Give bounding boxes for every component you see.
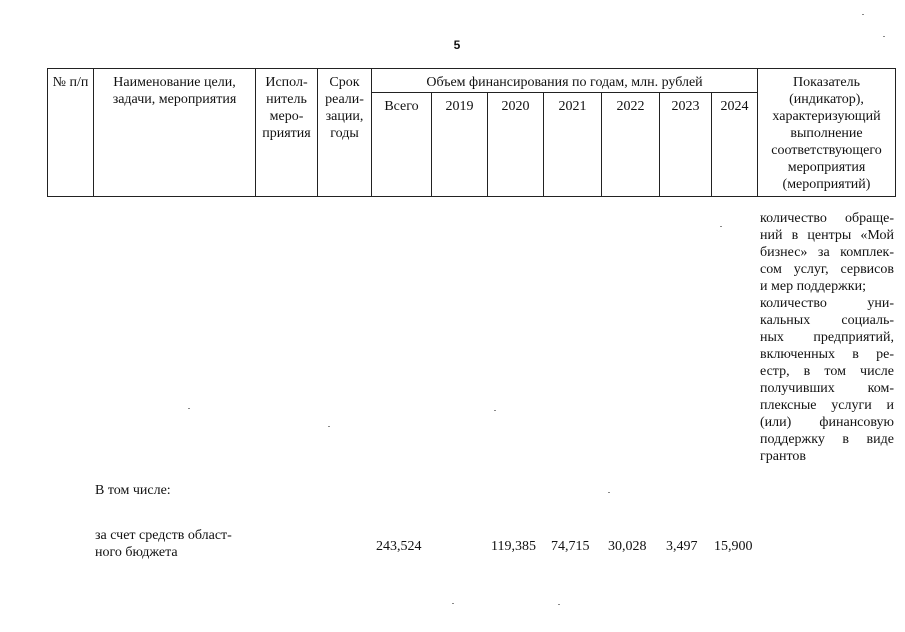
- regional-budget-2024: 15,900: [714, 539, 753, 554]
- indicator-description: [760, 210, 894, 465]
- header-funding-group: Объем финансирования по годам, млн. рублей: [372, 69, 758, 93]
- header-total: Всего: [372, 93, 432, 197]
- indicator-line: количество уни-: [760, 296, 894, 311]
- regional-budget-2020: 119,385: [491, 539, 536, 554]
- header-year-2021: 2021: [544, 93, 602, 197]
- header-year-2019: 2019: [432, 93, 488, 197]
- indicator-line: ний в центры «Мой: [760, 228, 894, 243]
- scan-speck: [452, 603, 454, 604]
- regional-budget-label-line: ного бюджета: [95, 545, 178, 560]
- indicator-line: сом услуг, сервисов: [760, 262, 894, 277]
- indicator-line: грантов: [760, 449, 806, 464]
- scan-speck: [608, 492, 610, 493]
- indicator-line: получивших ком-: [760, 381, 894, 396]
- regional-budget-label-line: за счет средств област-: [95, 528, 232, 543]
- scan-speck: [188, 408, 190, 409]
- including-label: В том числе:: [95, 483, 171, 498]
- indicator-line: (или) финансовую: [760, 415, 894, 430]
- header-number: № п/п: [48, 69, 94, 197]
- header-year-2024: 2024: [712, 93, 758, 197]
- regional-budget-total: 243,524: [376, 539, 422, 554]
- indicator-line: естр, в том числе: [760, 364, 894, 379]
- indicator-line: и мер поддержки;: [760, 279, 866, 294]
- header-year-2020: 2020: [488, 93, 544, 197]
- scan-speck: [862, 14, 864, 15]
- indicator-line: ных предприятий,: [760, 330, 894, 345]
- indicator-line: поддержку в виде: [760, 432, 894, 447]
- header-executor: Испол- нитель меро- приятия: [256, 69, 318, 197]
- regional-budget-2021: 74,715: [551, 539, 590, 554]
- scan-speck: [328, 426, 330, 427]
- scan-speck: [883, 36, 885, 37]
- scan-speck: [558, 604, 560, 605]
- indicator-line: включенных в ре-: [760, 347, 894, 362]
- funding-table-header: [47, 68, 896, 197]
- scan-speck: [494, 410, 496, 411]
- page-number: 5: [453, 38, 461, 52]
- indicator-line: количество обраще-: [760, 211, 894, 226]
- indicator-line: плексные услуги и: [760, 398, 894, 413]
- header-period: Срок реали- зации, годы: [318, 69, 372, 197]
- scan-speck: [720, 226, 722, 227]
- regional-budget-2023: 3,497: [666, 539, 698, 554]
- header-indicator: Показатель (индикатор), характеризующий выполнение соответствующего мероприятия (мероприятий): [758, 69, 896, 197]
- header-year-2023: 2023: [660, 93, 712, 197]
- header-name: Наименование цели, задачи, мероприятия: [94, 69, 256, 197]
- indicator-line: кальных социаль-: [760, 313, 894, 328]
- regional-budget-2022: 30,028: [608, 539, 647, 554]
- regional-budget-label: [95, 527, 275, 561]
- header-year-2022: 2022: [602, 93, 660, 197]
- indicator-line: бизнес» за комплек-: [760, 245, 894, 260]
